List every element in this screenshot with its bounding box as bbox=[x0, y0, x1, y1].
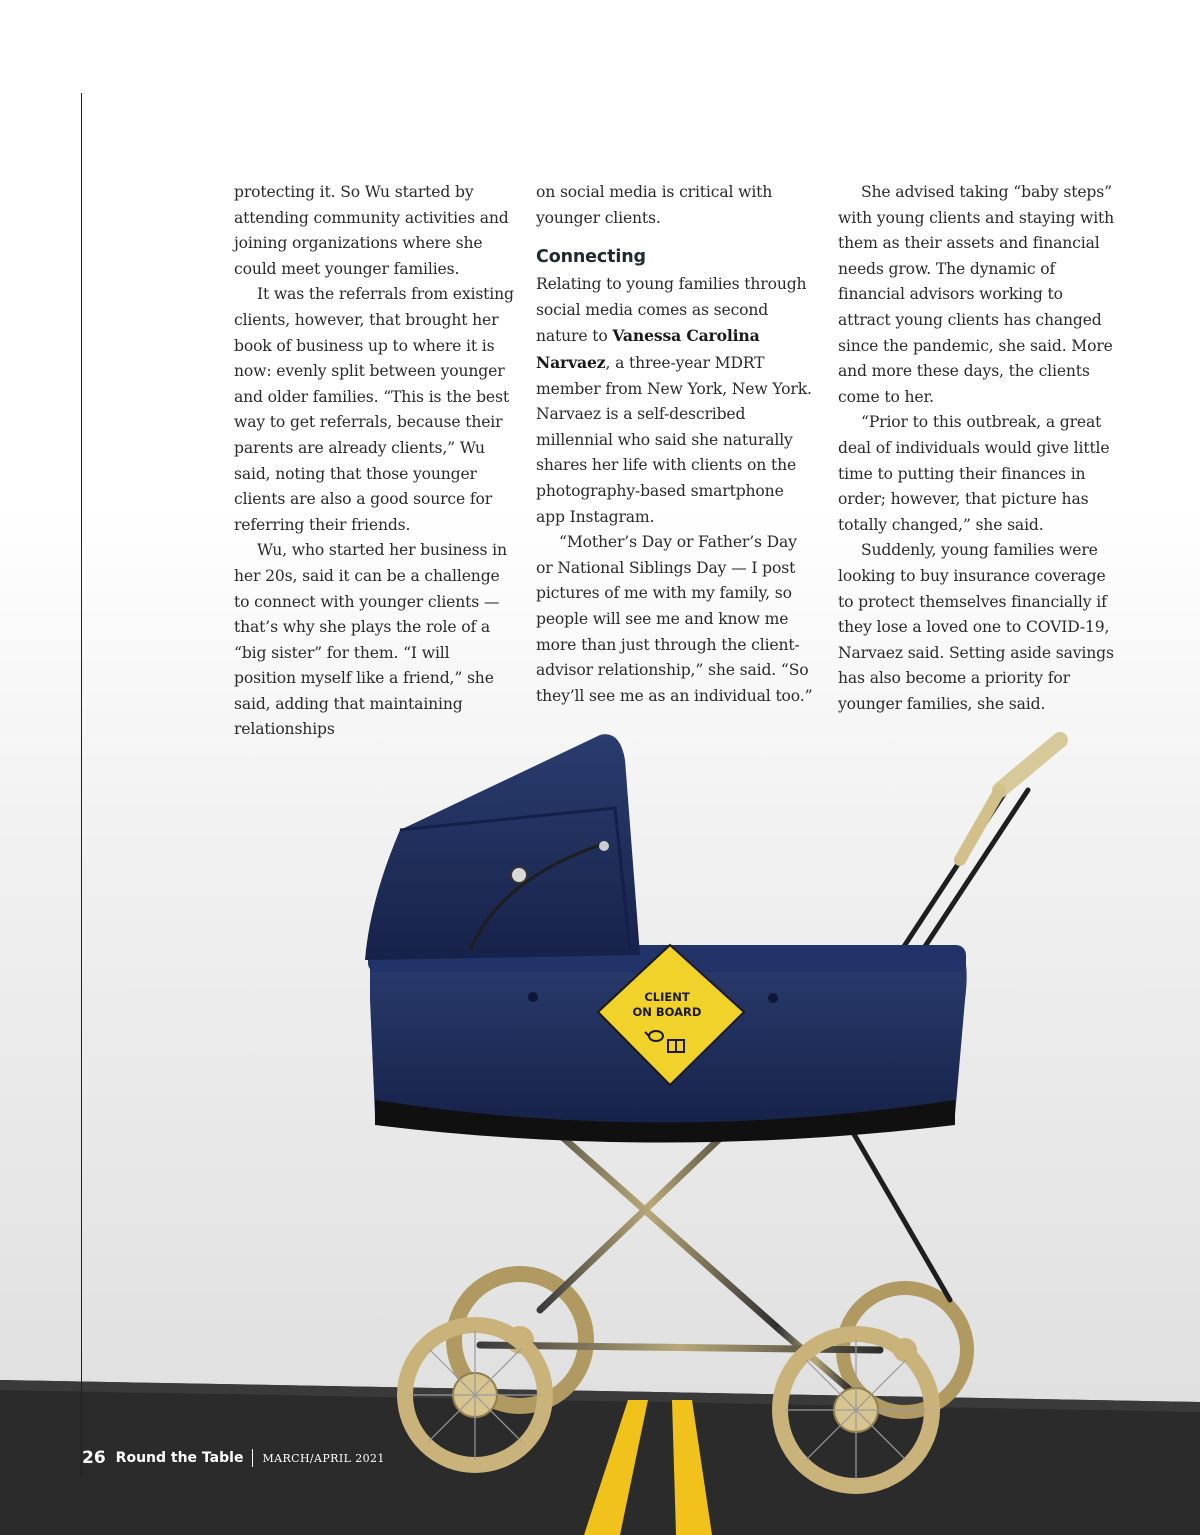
vertical-rule bbox=[81, 93, 82, 1478]
sign-line-2: ON BOARD bbox=[632, 1005, 702, 1019]
sign-line-1: CLIENT bbox=[644, 990, 690, 1004]
member-name: Vanessa Carolina Narvaez bbox=[536, 326, 760, 372]
section-heading: Connecting bbox=[536, 247, 646, 268]
column-1 bbox=[234, 180, 514, 743]
footer-divider bbox=[252, 1449, 253, 1467]
column-3 bbox=[838, 180, 1118, 717]
paragraph: It was the referrals from existing clients, however, that brought her book of business up to where it is now: evenly split between younger and older families. “This is the best way to get referrals, because their parents are already clients,” Wu said, noting that those younger clients are also a good source for referring their friends. bbox=[234, 285, 514, 534]
paragraph: She advised taking “baby steps” with young clients and staying with them as their assets and financial needs grow. The dynamic of financial advisors working to attract young clients has changed since the pandemic, she said. More and more these days, the clients come to her. bbox=[838, 183, 1115, 406]
page-footer bbox=[82, 1446, 385, 1470]
paragraph: on social media is critical with younger clients. bbox=[536, 183, 773, 227]
paragraph: Suddenly, young families were looking to buy insurance coverage to protect themselves financially if they lose a loved one to COVID-19, Narvaez said. Setting aside savings has also become a priority for younger families, she said. bbox=[838, 541, 1114, 713]
paragraph: protecting it. So Wu started by attending community activities and joining organizations where she could meet younger families. bbox=[234, 183, 509, 278]
column-2 bbox=[536, 180, 816, 709]
publication-name: Round the Table bbox=[115, 1450, 244, 1466]
paragraph: Wu, who started her business in her 20s, said it can be a challenge to connect with younger clients — that’s why she plays the role of a “big sister” for them. “I will position myself like a friend,” she said, adding that maintaining relationships bbox=[234, 541, 507, 739]
issue-date: MARCH/APRIL 2021 bbox=[262, 1451, 385, 1465]
paragraph bbox=[536, 272, 816, 530]
paragraph: “Mother’s Day or Father’s Day or National Siblings Day — I post pictures of me with my family, so people will see me and know me more than just through the client-advisor relationship,” she said. “So they’ll see me as an individual too.” bbox=[536, 533, 813, 705]
paragraph-text: Relating to young families through social media comes as second nature to bbox=[536, 275, 807, 346]
paragraph-text: , a three-year MDRT member from New York, New York. Narvaez is a self-described millennial who said she naturally shares her life with clients on the photography-based smartphone app Instagram. bbox=[536, 353, 812, 526]
page-number: 26 bbox=[82, 1448, 106, 1468]
paragraph: “Prior to this outbreak, a great deal of individuals would give little time to putting their finances in order; however, that picture has totally changed,” she said. bbox=[838, 413, 1110, 534]
